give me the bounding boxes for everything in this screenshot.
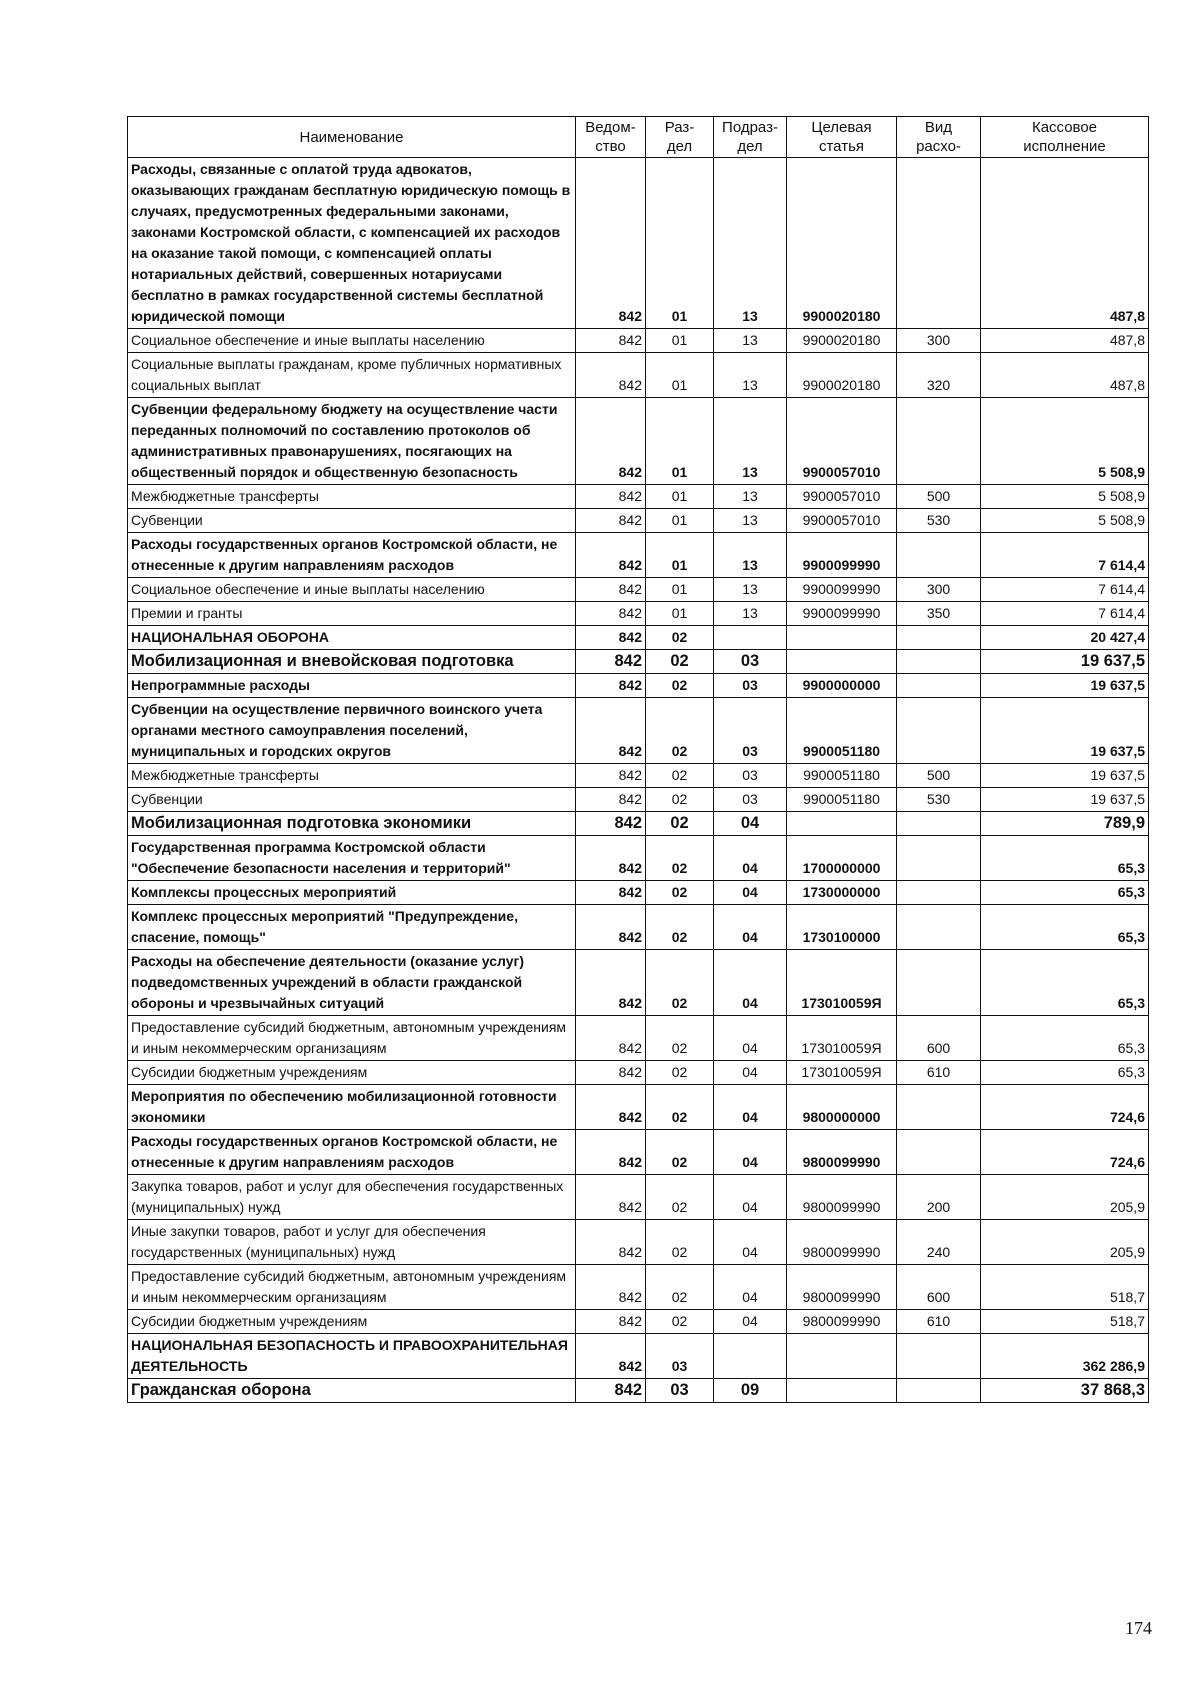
cell-podrazdel: 04 [714,1061,787,1085]
cell-name: Субвенции [128,788,576,812]
table-row [128,329,1149,353]
table-row [128,1016,1149,1061]
cell-razdel: 01 [646,509,714,533]
cell-podrazdel: 09 [714,1379,787,1403]
cell-name: НАЦИОНАЛЬНАЯ БЕЗОПАСНОСТЬ И ПРАВООХРАНИТЕЛЬНАЯ ДЕЯТЕЛЬНОСТЬ [128,1334,576,1379]
cell-cash-execution: 19 637,5 [981,674,1149,698]
cell-vedomstvo: 842 [576,398,646,485]
cell-name: Субвенции федеральному бюджету на осуществление части переданных полномочий по составлению протоколов об административных правонарушениях, посягающих на общественный порядок и общественную безопасность [128,398,576,485]
cell-vedomstvo: 842 [576,533,646,578]
cell-name: Расходы государственных органов Костромской области, не отнесенные к другим направлениям расходов [128,1130,576,1175]
header-vedomstvo: Ведом- ство [576,117,646,158]
cell-podrazdel: 13 [714,578,787,602]
table-row [128,674,1149,698]
cell-cash-execution: 19 637,5 [981,650,1149,674]
cell-cash-execution: 19 637,5 [981,698,1149,764]
cell-target-article: 9900051180 [787,764,897,788]
table-row [128,578,1149,602]
cell-cash-execution: 20 427,4 [981,626,1149,650]
cell-podrazdel: 04 [714,1130,787,1175]
cell-cash-execution: 65,3 [981,881,1149,905]
cell-name: Непрограммные расходы [128,674,576,698]
cell-podrazdel: 04 [714,950,787,1016]
cell-podrazdel: 04 [714,812,787,836]
cell-razdel: 02 [646,1220,714,1265]
cell-expense-type: 300 [897,329,981,353]
cell-podrazdel: 04 [714,905,787,950]
cell-cash-execution: 487,8 [981,329,1149,353]
cell-expense-type [897,674,981,698]
cell-cash-execution: 7 614,4 [981,533,1149,578]
table-row [128,788,1149,812]
cell-cash-execution: 5 508,9 [981,398,1149,485]
header-name: Наименование [128,117,576,158]
cell-razdel: 02 [646,1130,714,1175]
cell-vedomstvo: 842 [576,602,646,626]
cell-expense-type [897,836,981,881]
cell-expense-type [897,881,981,905]
cell-target-article [787,1379,897,1403]
cell-vedomstvo: 842 [576,158,646,329]
table-row [128,626,1149,650]
cell-cash-execution: 789,9 [981,812,1149,836]
cell-podrazdel: 03 [714,788,787,812]
cell-podrazdel: 04 [714,1085,787,1130]
cell-expense-type: 600 [897,1265,981,1310]
cell-expense-type [897,1130,981,1175]
header-expense-type: Вид расхо- [897,117,981,158]
cell-vedomstvo: 842 [576,650,646,674]
cell-podrazdel: 13 [714,485,787,509]
cell-target-article: 9900020180 [787,158,897,329]
cell-razdel: 02 [646,674,714,698]
cell-razdel: 02 [646,626,714,650]
cell-expense-type [897,905,981,950]
table-row [128,1379,1149,1403]
cell-razdel: 02 [646,1016,714,1061]
cell-cash-execution: 7 614,4 [981,602,1149,626]
cell-podrazdel: 04 [714,1265,787,1310]
cell-target-article: 9900057010 [787,485,897,509]
cell-vedomstvo: 842 [576,1016,646,1061]
cell-name: НАЦИОНАЛЬНАЯ ОБОРОНА [128,626,576,650]
cell-expense-type [897,950,981,1016]
cell-podrazdel: 04 [714,836,787,881]
cell-target-article: 9900099990 [787,602,897,626]
cell-vedomstvo: 842 [576,698,646,764]
cell-vedomstvo: 842 [576,836,646,881]
cell-cash-execution: 724,6 [981,1085,1149,1130]
cell-vedomstvo: 842 [576,578,646,602]
cell-vedomstvo: 842 [576,674,646,698]
cell-expense-type: 500 [897,485,981,509]
table-row [128,398,1149,485]
header-target-article: Целевая статья [787,117,897,158]
cell-razdel: 01 [646,533,714,578]
cell-podrazdel: 03 [714,650,787,674]
cell-expense-type [897,1334,981,1379]
cell-razdel: 02 [646,788,714,812]
cell-expense-type [897,812,981,836]
cell-vedomstvo: 842 [576,485,646,509]
cell-razdel: 01 [646,485,714,509]
cell-podrazdel [714,626,787,650]
table-row [128,1220,1149,1265]
cell-target-article [787,1334,897,1379]
cell-name: Предоставление субсидий бюджетным, автономным учреждениям и иным некоммерческим организациям [128,1016,576,1061]
cell-expense-type [897,533,981,578]
cell-razdel: 02 [646,1061,714,1085]
cell-podrazdel: 03 [714,764,787,788]
cell-expense-type: 300 [897,578,981,602]
table-row [128,764,1149,788]
cell-expense-type [897,626,981,650]
cell-podrazdel: 04 [714,1220,787,1265]
cell-target-article: 9800099990 [787,1220,897,1265]
table-row [128,1085,1149,1130]
table-header-row [128,117,1149,158]
cell-cash-execution: 7 614,4 [981,578,1149,602]
cell-target-article: 1730100000 [787,905,897,950]
cell-target-article: 9800099990 [787,1175,897,1220]
header-cash-execution: Кассовое исполнение [981,117,1149,158]
cell-target-article [787,812,897,836]
cell-cash-execution: 65,3 [981,950,1149,1016]
cell-vedomstvo: 842 [576,812,646,836]
table-row [128,485,1149,509]
cell-vedomstvo: 842 [576,881,646,905]
cell-vedomstvo: 842 [576,353,646,398]
cell-cash-execution: 65,3 [981,905,1149,950]
cell-vedomstvo: 842 [576,329,646,353]
cell-name: Субсидии бюджетным учреждениям [128,1310,576,1334]
table-row [128,353,1149,398]
cell-cash-execution: 37 868,3 [981,1379,1149,1403]
cell-target-article: 9900000000 [787,674,897,698]
cell-razdel: 03 [646,1379,714,1403]
cell-name: Государственная программа Костромской области "Обеспечение безопасности населения и территорий" [128,836,576,881]
cell-cash-execution: 518,7 [981,1310,1149,1334]
cell-name: Расходы, связанные с оплатой труда адвокатов, оказывающих гражданам бесплатную юридическую помощь в случаях, предусмотренных федеральными законами, законами Костромской области, с компенсацией их расходов на оказание такой помощи, с компенсацией оплаты нотариальных действий, совершенных нотариусами бесплатно в рамках государственной системы бесплатной юридической помощи [128,158,576,329]
cell-vedomstvo: 842 [576,1379,646,1403]
cell-podrazdel: 04 [714,1175,787,1220]
cell-expense-type [897,158,981,329]
table-row [128,533,1149,578]
cell-cash-execution: 65,3 [981,836,1149,881]
cell-name: Межбюджетные трансферты [128,485,576,509]
cell-target-article: 9900020180 [787,353,897,398]
cell-razdel: 02 [646,836,714,881]
cell-podrazdel: 04 [714,1016,787,1061]
cell-expense-type: 200 [897,1175,981,1220]
cell-target-article: 9900051180 [787,788,897,812]
cell-vedomstvo: 842 [576,509,646,533]
cell-cash-execution: 724,6 [981,1130,1149,1175]
cell-name: Социальные выплаты гражданам, кроме публичных нормативных социальных выплат [128,353,576,398]
cell-cash-execution: 362 286,9 [981,1334,1149,1379]
cell-target-article: 1700000000 [787,836,897,881]
cell-cash-execution: 65,3 [981,1061,1149,1085]
table-row [128,158,1149,329]
page-number: 174 [1125,1618,1152,1638]
cell-podrazdel: 04 [714,881,787,905]
cell-vedomstvo: 842 [576,905,646,950]
cell-razdel: 03 [646,1334,714,1379]
cell-name: Социальное обеспечение и иные выплаты населению [128,578,576,602]
cell-razdel: 01 [646,398,714,485]
cell-target-article: 173010059Я [787,950,897,1016]
cell-target-article: 9800099990 [787,1310,897,1334]
cell-cash-execution: 205,9 [981,1220,1149,1265]
cell-cash-execution: 205,9 [981,1175,1149,1220]
cell-expense-type: 320 [897,353,981,398]
cell-expense-type: 530 [897,509,981,533]
cell-cash-execution: 518,7 [981,1265,1149,1310]
table-row [128,509,1149,533]
cell-razdel: 01 [646,578,714,602]
cell-razdel: 02 [646,764,714,788]
cell-name: Мобилизационная подготовка экономики [128,812,576,836]
cell-razdel: 02 [646,905,714,950]
cell-target-article [787,650,897,674]
cell-vedomstvo: 842 [576,1310,646,1334]
cell-name: Расходы на обеспечение деятельности (оказание услуг) подведомственных учреждений в области гражданской обороны и чрезвычайных ситуаций [128,950,576,1016]
cell-expense-type: 500 [897,764,981,788]
cell-name: Премии и гранты [128,602,576,626]
cell-podrazdel: 13 [714,353,787,398]
cell-podrazdel: 13 [714,398,787,485]
cell-vedomstvo: 842 [576,1265,646,1310]
cell-razdel: 02 [646,1085,714,1130]
cell-podrazdel: 13 [714,158,787,329]
cell-name: Закупка товаров, работ и услуг для обеспечения государственных (муниципальных) нужд [128,1175,576,1220]
cell-vedomstvo: 842 [576,1085,646,1130]
cell-razdel: 02 [646,698,714,764]
cell-cash-execution: 5 508,9 [981,485,1149,509]
header-podrazdel: Подраз- дел [714,117,787,158]
table-row [128,602,1149,626]
cell-cash-execution: 19 637,5 [981,788,1149,812]
table-row [128,950,1149,1016]
cell-podrazdel: 03 [714,674,787,698]
table-row [128,1130,1149,1175]
cell-cash-execution: 5 508,9 [981,509,1149,533]
cell-name: Мобилизационная и вневойсковая подготовка [128,650,576,674]
cell-cash-execution: 65,3 [981,1016,1149,1061]
cell-vedomstvo: 842 [576,1130,646,1175]
cell-vedomstvo: 842 [576,1175,646,1220]
cell-target-article: 1730000000 [787,881,897,905]
cell-vedomstvo: 842 [576,764,646,788]
cell-vedomstvo: 842 [576,950,646,1016]
cell-name: Субсидии бюджетным учреждениям [128,1061,576,1085]
cell-expense-type [897,650,981,674]
table-row [128,1265,1149,1310]
cell-target-article: 9800099990 [787,1265,897,1310]
cell-name: Комплекс процессных мероприятий "Предупреждение, спасение, помощь" [128,905,576,950]
cell-vedomstvo: 842 [576,788,646,812]
cell-razdel: 02 [646,1265,714,1310]
cell-podrazdel: 13 [714,602,787,626]
cell-expense-type [897,1379,981,1403]
cell-target-article: 9900051180 [787,698,897,764]
cell-expense-type [897,398,981,485]
cell-name: Расходы государственных органов Костромской области, не отнесенные к другим направлениям расходов [128,533,576,578]
cell-expense-type: 530 [897,788,981,812]
cell-razdel: 01 [646,353,714,398]
cell-expense-type: 240 [897,1220,981,1265]
cell-name: Иные закупки товаров, работ и услуг для обеспечения государственных (муниципальных) нужд [128,1220,576,1265]
cell-razdel: 02 [646,650,714,674]
header-razdel: Раз- дел [646,117,714,158]
cell-target-article: 9900020180 [787,329,897,353]
budget-table [127,116,1149,1403]
cell-target-article: 9800000000 [787,1085,897,1130]
cell-podrazdel: 13 [714,533,787,578]
cell-target-article: 173010059Я [787,1016,897,1061]
cell-razdel: 02 [646,881,714,905]
cell-target-article [787,626,897,650]
cell-name: Комплексы процессных мероприятий [128,881,576,905]
table-row [128,836,1149,881]
cell-vedomstvo: 842 [576,626,646,650]
cell-expense-type: 610 [897,1061,981,1085]
cell-target-article: 173010059Я [787,1061,897,1085]
cell-razdel: 02 [646,950,714,1016]
cell-expense-type: 610 [897,1310,981,1334]
cell-target-article: 9900099990 [787,533,897,578]
cell-vedomstvo: 842 [576,1220,646,1265]
table-row [128,881,1149,905]
cell-razdel: 01 [646,158,714,329]
cell-target-article: 9900057010 [787,509,897,533]
cell-name: Гражданская оборона [128,1379,576,1403]
cell-razdel: 02 [646,1310,714,1334]
cell-cash-execution: 487,8 [981,158,1149,329]
table-row [128,1334,1149,1379]
cell-razdel: 02 [646,1175,714,1220]
cell-target-article: 9900057010 [787,398,897,485]
cell-expense-type [897,698,981,764]
cell-expense-type: 600 [897,1016,981,1061]
cell-cash-execution: 487,8 [981,353,1149,398]
cell-name: Мероприятия по обеспечению мобилизационной готовности экономики [128,1085,576,1130]
cell-cash-execution: 19 637,5 [981,764,1149,788]
cell-name: Субвенции [128,509,576,533]
cell-name: Предоставление субсидий бюджетным, автономным учреждениям и иным некоммерческим организациям [128,1265,576,1310]
cell-name: Социальное обеспечение и иные выплаты населению [128,329,576,353]
cell-podrazdel [714,1334,787,1379]
cell-expense-type: 350 [897,602,981,626]
cell-podrazdel: 13 [714,509,787,533]
table-row [128,650,1149,674]
table-row [128,905,1149,950]
cell-target-article: 9900099990 [787,578,897,602]
table-row [128,1061,1149,1085]
cell-razdel: 01 [646,602,714,626]
cell-razdel: 01 [646,329,714,353]
cell-podrazdel: 04 [714,1310,787,1334]
table-row [128,698,1149,764]
cell-expense-type [897,1085,981,1130]
table-row [128,1310,1149,1334]
cell-podrazdel: 03 [714,698,787,764]
cell-podrazdel: 13 [714,329,787,353]
cell-name: Межбюджетные трансферты [128,764,576,788]
cell-name: Субвенции на осуществление первичного воинского учета органами местного самоуправления поселений, муниципальных и городских округов [128,698,576,764]
cell-razdel: 02 [646,812,714,836]
cell-target-article: 9800099990 [787,1130,897,1175]
table-row [128,1175,1149,1220]
cell-vedomstvo: 842 [576,1334,646,1379]
table-row [128,812,1149,836]
cell-vedomstvo: 842 [576,1061,646,1085]
